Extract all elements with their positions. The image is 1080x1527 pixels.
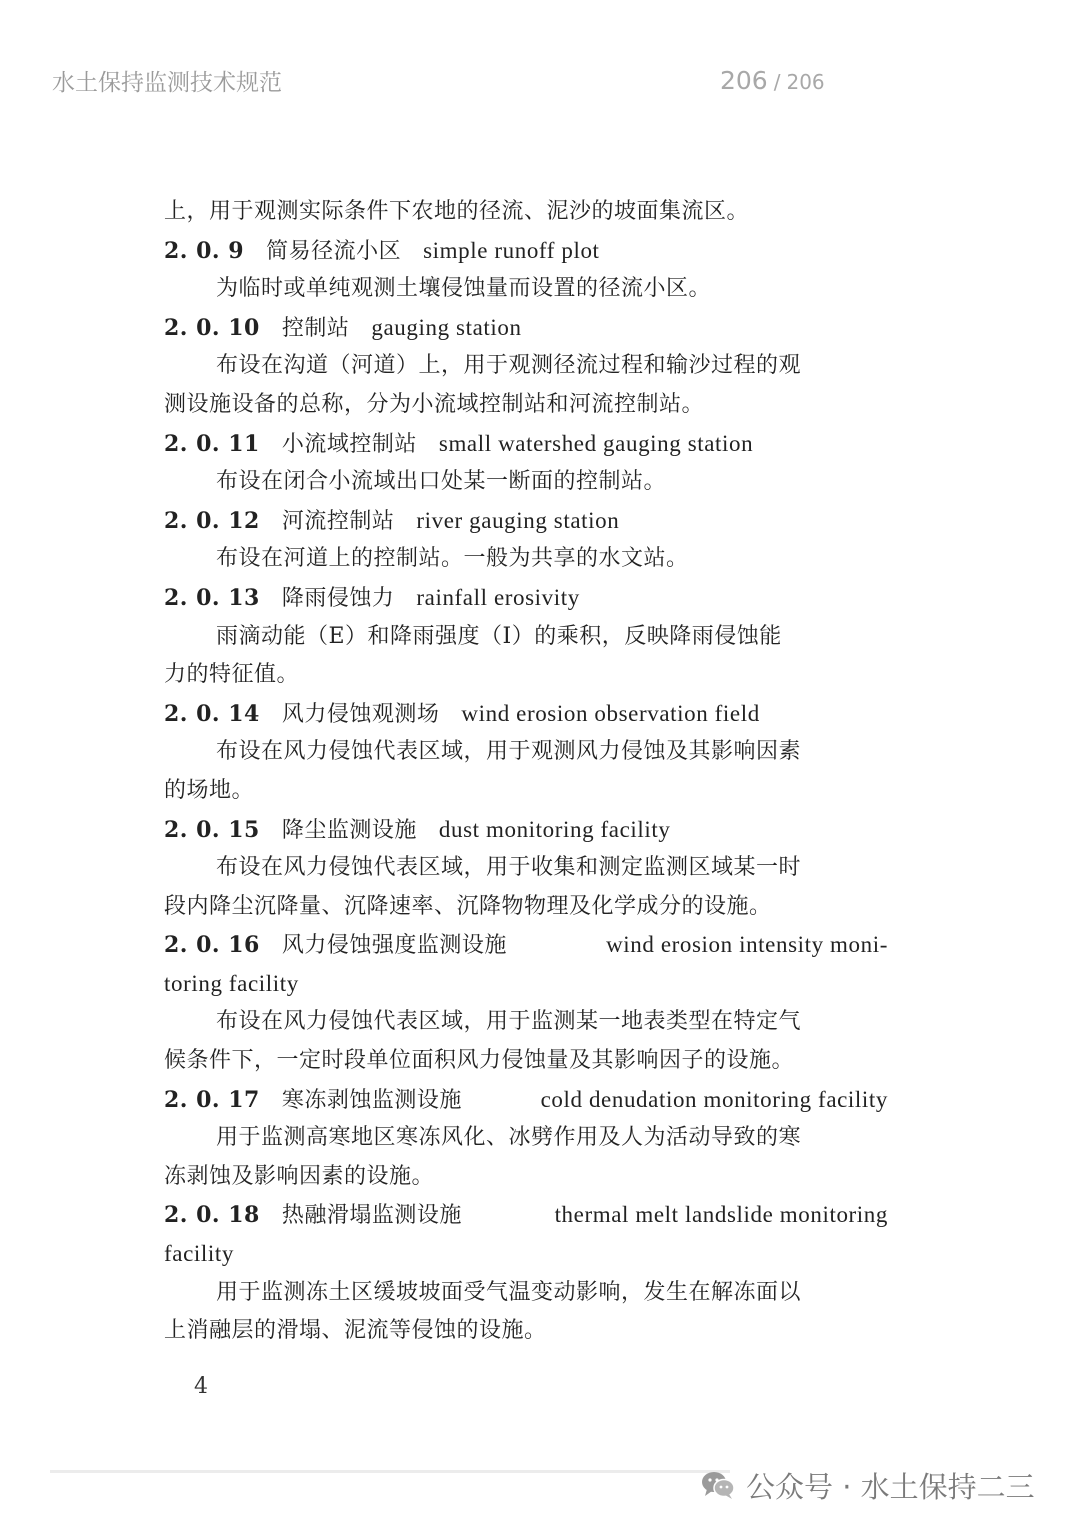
term-english-continuation: toring facility	[164, 970, 299, 996]
wechat-icon	[700, 1469, 736, 1501]
term-chinese: 降雨侵蚀力	[281, 585, 395, 611]
body-line: 的场地。	[164, 777, 255, 803]
term-heading	[164, 232, 888, 271]
viewer-header	[0, 0, 1080, 150]
term-english: gauging station	[371, 314, 522, 340]
term-english-continuation: facility	[164, 1241, 234, 1267]
body-line: 上消融层的滑塌、泥流等侵蚀的设施。	[164, 1318, 547, 1344]
term-heading	[164, 695, 888, 734]
term-english: wind erosion observation field	[461, 700, 760, 726]
term-heading	[164, 579, 888, 618]
body-line: 用于监测冻土区缓坡坡面受气温变动影响，发生在解冻面以	[216, 1279, 802, 1305]
term-english: cold denudation monitoring facility	[540, 1086, 888, 1112]
document-title: 水土保持监测技术规范	[52, 70, 282, 96]
watermark-text: 公众号 · 水土保持二三	[746, 1469, 1035, 1504]
term-chinese: 寒冻剥蚀监测设施	[281, 1087, 462, 1113]
term-heading	[164, 1196, 888, 1235]
term-number: 2. 0. 15	[164, 816, 260, 843]
term-number: 2. 0. 14	[164, 700, 260, 727]
current-page: 206	[720, 66, 768, 95]
term-number: 2. 0. 9	[164, 237, 245, 264]
page-number: 4	[194, 1374, 208, 1399]
total-pages: 206	[786, 70, 825, 94]
term-number: 2. 0. 10	[164, 314, 260, 341]
term-heading	[164, 425, 888, 464]
term-number: 2. 0. 13	[164, 584, 260, 611]
term-chinese: 降尘监测设施	[281, 817, 417, 843]
term-english: dust monitoring facility	[438, 816, 671, 842]
body-line: 布设在闭合小流域出口处某一断面的控制站。	[216, 469, 667, 495]
term-chinese: 小流域控制站	[281, 431, 417, 457]
page-separator: /	[773, 70, 781, 94]
body-line: 布设在风力侵蚀代表区域，用于观测风力侵蚀及其影响因素	[216, 739, 802, 765]
term-heading	[164, 309, 888, 348]
term-chinese: 控制站	[281, 315, 350, 341]
body-line: 上，用于观测实际条件下农地的径流、泥沙的坡面集流区。	[164, 199, 750, 224]
body-line: 用于监测高寒地区寒冻风化、冰劈作用及人为活动导致的寒	[216, 1125, 802, 1151]
term-number: 2. 0. 16	[164, 932, 260, 959]
watermark	[700, 1460, 1035, 1510]
term-chinese: 热融滑塌监测设施	[281, 1203, 462, 1229]
body-line: 雨滴动能（E）和降雨强度（I）的乘积，反映降雨侵蚀能	[216, 623, 782, 649]
term-heading	[164, 811, 888, 850]
body-line: 冻剥蚀及影响因素的设施。	[164, 1163, 435, 1189]
term-english: wind erosion intensity moni-	[606, 932, 888, 958]
term-number: 2. 0. 18	[164, 1202, 260, 1229]
body-line: 为临时或单纯观测土壤侵蚀量而设置的径流小区。	[216, 276, 712, 302]
body-line: 布设在风力侵蚀代表区域，用于监测某一地表类型在特定气	[216, 1009, 802, 1035]
term-number: 2. 0. 17	[164, 1086, 260, 1113]
term-number: 2. 0. 11	[164, 430, 260, 457]
term-english: rainfall erosivity	[416, 584, 580, 610]
document-page	[164, 193, 888, 1351]
body-line: 布设在风力侵蚀代表区域，用于收集和测定监测区域某一时	[216, 855, 802, 881]
term-chinese: 风力侵蚀观测场	[281, 701, 440, 727]
body-line: 测设施设备的总称，分为小流域控制站和河流控制站。	[164, 391, 705, 417]
body-line: 布设在河道上的控制站。一般为共享的水文站。	[216, 546, 689, 572]
term-heading	[164, 502, 888, 541]
footer-divider	[50, 1470, 730, 1473]
term-chinese: 河流控制站	[281, 508, 395, 534]
term-heading	[164, 1081, 888, 1120]
term-heading	[164, 926, 888, 965]
body-line: 布设在沟道（河道）上，用于观测径流过程和输沙过程的观	[216, 353, 802, 379]
term-chinese: 风力侵蚀强度监测设施	[281, 933, 507, 959]
term-english: small watershed gauging station	[438, 430, 754, 456]
term-chinese: 简易径流小区	[266, 238, 402, 264]
body-line: 力的特征值。	[164, 662, 300, 688]
term-number: 2. 0. 12	[164, 507, 260, 534]
term-english: simple runoff plot	[423, 237, 600, 263]
body-line: 段内降尘沉降量、沉降速率、沉降物物理及化学成分的设施。	[164, 893, 772, 919]
term-english: thermal melt landslide monitoring	[554, 1202, 888, 1228]
term-english: river gauging station	[416, 507, 620, 533]
body-line: 候条件下，一定时段单位面积风力侵蚀量及其影响因子的设施。	[164, 1048, 795, 1074]
page-counter	[720, 66, 825, 95]
